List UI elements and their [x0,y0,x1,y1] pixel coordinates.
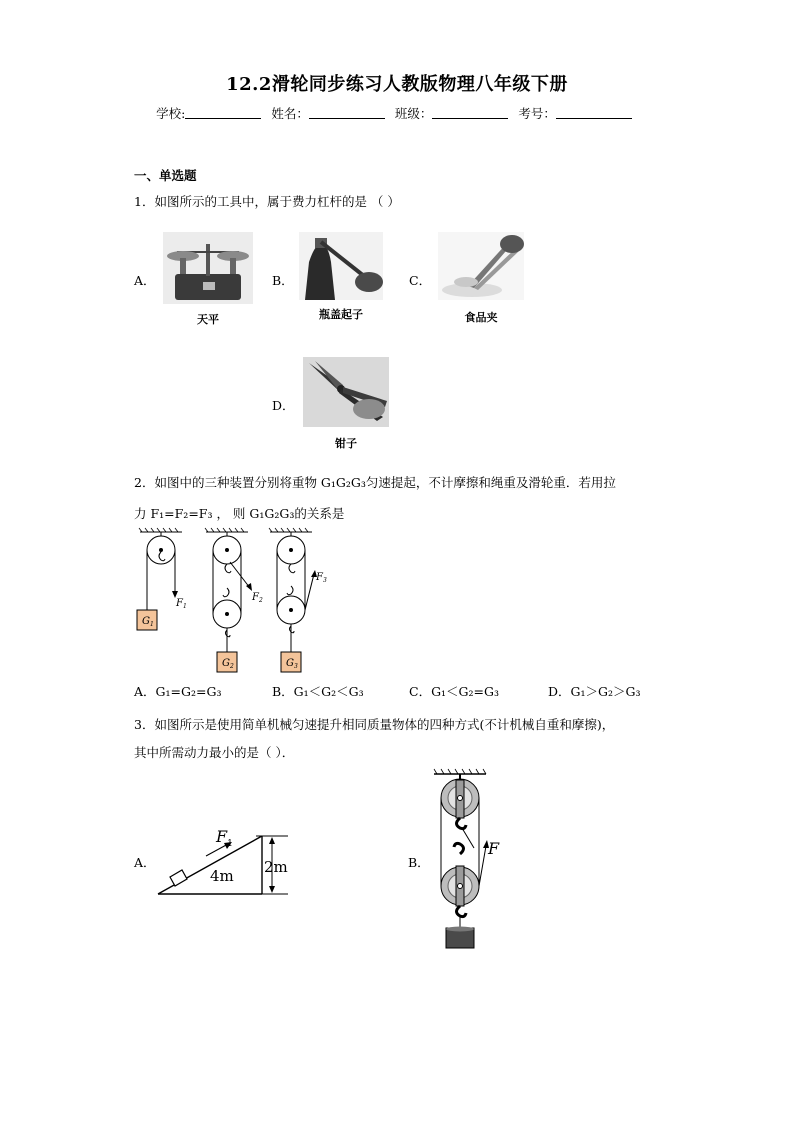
school-blank[interactable] [185,106,261,119]
bottle-opener-image [299,232,383,300]
balance-scale-image [163,232,253,304]
q3-option-b-letter[interactable]: B． [408,855,430,870]
incline-height-label: 2m [264,858,288,876]
page-title: 12.2滑轮同步练习人教版物理八年级下册 [226,74,568,95]
q1-option-a-letter[interactable]: A． [134,273,156,288]
inclined-plane-figure [156,820,296,900]
name-blank[interactable] [309,106,385,119]
q1-stem: 1．如图所示的工具中，属于费力杠杆的是 （ ） [134,194,400,209]
section-heading: 一、单选题 [134,168,197,183]
pulley-setups-figure [134,526,327,674]
q1-option-b-letter[interactable]: B． [272,273,294,288]
q2-stem-line2: 力 F₁=F₂=F₃ ， 则 G₁G₂G₃的关系是 [134,506,345,521]
q1-option-d-letter[interactable]: D． [272,398,295,413]
incline-length-label: 4m [210,867,234,885]
student-info-line [0,104,794,122]
q2-option-a[interactable]: A．G₁=G₂=G₃ [134,684,222,699]
q2-option-d[interactable]: D．G₁＞G₂＞G₃ [548,684,641,699]
f2-label: $F_2$ [252,592,263,604]
f-force-label: F [488,839,500,858]
f3-label: $F_3$ [316,572,327,584]
g1-label: $G_1$ [142,616,154,628]
q1-caption-d: 钳子 [335,437,357,450]
class-blank[interactable] [432,106,508,119]
q1-caption-b: 瓶盖起子 [319,308,363,321]
f1-label: $F_1$ [176,598,187,610]
number-label: 考号： [518,106,556,121]
q1-caption-a: 天平 [197,313,219,326]
school-label: 学校: [156,106,186,121]
number-blank[interactable] [556,106,632,119]
q1-option-c-letter[interactable]: C． [409,273,432,288]
g3-label: $G_3$ [286,658,298,670]
g2-label: $G_2$ [222,658,234,670]
name-label: 姓名： [271,106,309,121]
pliers-image [303,357,389,427]
class-label: 班级： [394,106,433,121]
q2-option-c[interactable]: C．G₁＜G₂=G₃ [409,684,500,699]
q3-option-a-letter[interactable]: A． [134,855,156,870]
q2-option-b[interactable]: B．G₁＜G₂＜G₃ [272,684,364,699]
q2-stem-line1: 2．如图中的三种装置分别将重物 G₁G₂G₃匀速提起，不计摩擦和绳重及滑轮重．若用拉 [134,475,616,490]
q3-stem-line2: 其中所需动力最小的是（ ）． [134,745,295,760]
q1-caption-c: 食品夹 [464,311,498,324]
f1-force-label: $F_1$ [216,827,233,849]
food-tongs-image [438,232,524,300]
pulley-block-figure [430,768,520,952]
q3-stem-line1: 3．如图所示是使用简单机械匀速提升相同质量物体的四种方式(不计机械自重和摩擦)， [134,717,615,732]
